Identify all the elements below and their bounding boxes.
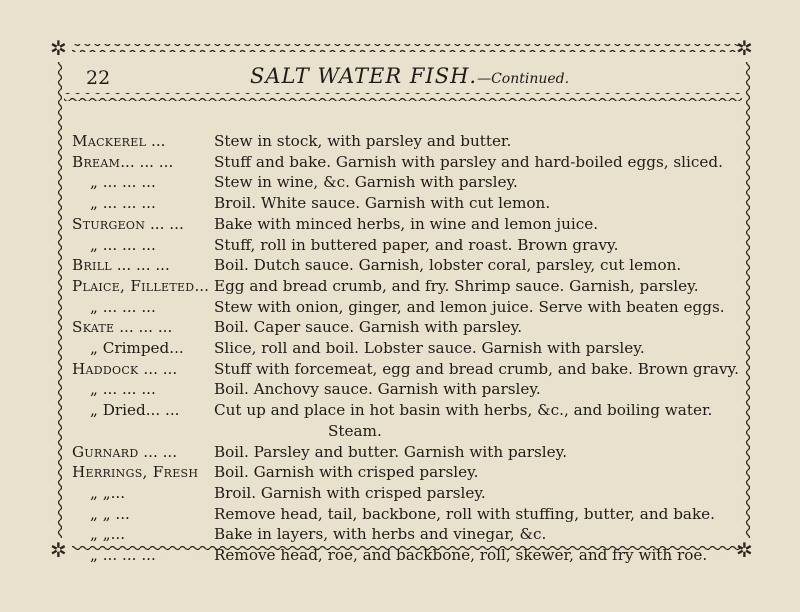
cooking-instruction: Stew in wine, &c. Garnish with parsley.: [214, 173, 518, 192]
fish-name-text: Bream: [72, 152, 121, 171]
running-title: [250, 64, 569, 88]
leader-dots: „ Dried... ...: [90, 401, 180, 420]
leader-dots: „ ... ... ...: [90, 546, 156, 564]
fish-name: [72, 378, 156, 400]
cooking-instruction: Stew in stock, with parsley and butter.: [214, 132, 512, 150]
leader-dots: „ „ ...: [90, 504, 130, 523]
leader-dots: „ „...: [90, 483, 126, 502]
list-item: [0, 130, 800, 152]
fish-name: [72, 254, 170, 276]
fish-name: [72, 337, 184, 359]
fish-name: [72, 461, 198, 483]
corner-ornament-bottom-right: ✲: [736, 538, 753, 562]
list-item: [0, 254, 800, 276]
fish-name: [72, 420, 90, 442]
fish-name: [72, 503, 130, 525]
cooking-instruction: Broil. Garnish with crisped parsley.: [214, 483, 486, 502]
list-item: [0, 482, 800, 504]
fish-name-text: Skate: [72, 318, 115, 337]
corner-ornament-bottom-left: ✲: [50, 538, 67, 562]
cooking-instruction: Boil. Caper sauce. Garnish with parsley.: [214, 318, 523, 337]
fish-name: [72, 234, 156, 256]
fish-name: [72, 213, 184, 235]
list-item: [0, 420, 800, 442]
list-item: [0, 275, 800, 297]
cooking-instruction: Boil. Dutch sauce. Garnish, lobster coral, parsley, cut lemon.: [214, 256, 682, 275]
cooking-instruction: Bake in layers, with herbs and vinegar, &c.: [214, 525, 547, 544]
list-item: [0, 523, 800, 545]
leader-dots: ... ... ...: [114, 318, 173, 337]
leader-dots: „ Crimped...: [90, 339, 184, 357]
cooking-instruction: Boil. Parsley and butter. Garnish with parsley.: [214, 442, 568, 461]
leader-dots: ... ...: [145, 214, 184, 233]
cooking-instruction: Steam.: [328, 421, 382, 440]
cooking-instruction: Remove head, tail, backbone, roll with stuffing, butter, and bake.: [214, 504, 715, 523]
list-item: [0, 192, 800, 214]
fish-name: [72, 130, 166, 152]
corner-ornament-top-right: ✲: [736, 36, 753, 60]
cooking-instruction: Boil. Anchovy sauce. Garnish with parsley.: [214, 380, 541, 399]
list-item: [0, 461, 800, 483]
fish-name: [72, 399, 180, 421]
cooking-instruction: Remove head, roe, and backbone, roll, skewer, and fry with roe.: [214, 546, 708, 564]
leader-dots: ... ...: [138, 442, 178, 461]
fish-name-text: Mackerel: [72, 132, 147, 150]
cooking-instruction: Stuff and bake. Garnish with parsley and hard-boiled eggs, sliced.: [214, 152, 723, 171]
list-item: [0, 337, 800, 359]
leader-dots: „ „...: [90, 525, 126, 544]
top-border: [72, 44, 740, 52]
page-number: 22: [86, 67, 111, 89]
leader-dots: „ ... ... ...: [90, 194, 156, 213]
cooking-instruction: Broil. White sauce. Garnish with cut lemon.: [214, 194, 551, 213]
cooking-instruction: Stew with onion, ginger, and lemon juice. Serve with beaten eggs.: [214, 297, 725, 316]
leader-dots: „ ... ... ...: [90, 297, 156, 316]
title-text: SALT WATER FISH.: [250, 64, 478, 88]
leader-dots: „ ... ... ...: [90, 235, 156, 254]
fish-name: [72, 523, 125, 545]
leader-dots: ...: [194, 276, 209, 295]
cooking-instruction: Slice, roll and boil. Lobster sauce. Garnish with parsley.: [214, 339, 645, 357]
leader-dots: ...: [146, 132, 166, 150]
list-item: [0, 544, 800, 566]
leader-dots: ... ... ...: [111, 256, 170, 275]
leader-dots: [72, 422, 90, 440]
fish-name-text: Sturgeon: [72, 214, 146, 233]
fish-name: [72, 151, 173, 173]
fish-name: [72, 482, 125, 504]
list-item: [0, 378, 800, 400]
list-item: [0, 316, 800, 338]
fish-name: [72, 296, 156, 318]
cooking-instruction: Stuff with forcemeat, egg and bread crumb, and bake. Brown gravy.: [214, 359, 739, 378]
fish-name: [72, 316, 172, 338]
leader-dots: ... ...: [138, 359, 178, 378]
fish-name: [72, 544, 156, 566]
cooking-instruction: Bake with minced herbs, in wine and lemon juice.: [214, 214, 599, 233]
leader-dots: ... ... ...: [120, 152, 174, 171]
cooking-instruction: Egg and bread crumb, and fry. Shrimp sauce. Garnish, parsley.: [214, 276, 699, 295]
list-item: [0, 399, 800, 421]
fish-name-text: Gurnard: [72, 442, 139, 461]
cooking-instruction: Cut up and place in hot basin with herbs, &c., and boiling water.: [214, 401, 713, 420]
corner-ornament-top-left: ✲: [50, 36, 67, 60]
fish-name-text: Plaice, Filleted: [72, 276, 195, 295]
cooking-instruction: Stuff, roll in buttered paper, and roast. Brown gravy.: [214, 235, 619, 254]
list-item: [0, 234, 800, 256]
fish-name: [72, 192, 156, 214]
title-continued: —Continued.: [477, 71, 570, 87]
fish-name: [72, 275, 209, 297]
cooking-instruction: Boil. Garnish with crisped parsley.: [214, 463, 479, 482]
list-item: [0, 503, 800, 525]
list-item: [0, 358, 800, 380]
leader-dots: „ ... ... ...: [90, 380, 156, 399]
fish-name: [72, 441, 177, 463]
fish-name-text: Haddock: [72, 359, 139, 378]
header-divider: [64, 93, 742, 101]
fish-name: [72, 358, 177, 380]
fish-name-text: Brill: [72, 256, 112, 275]
fish-name: [72, 171, 156, 193]
fish-name-text: Herrings, Fresh: [72, 463, 199, 482]
list-item: [0, 441, 800, 463]
list-item: [0, 151, 800, 173]
list-item: [0, 296, 800, 318]
leader-dots: „ ... ... ...: [90, 173, 156, 192]
list-item: [0, 213, 800, 235]
list-item: [0, 171, 800, 193]
